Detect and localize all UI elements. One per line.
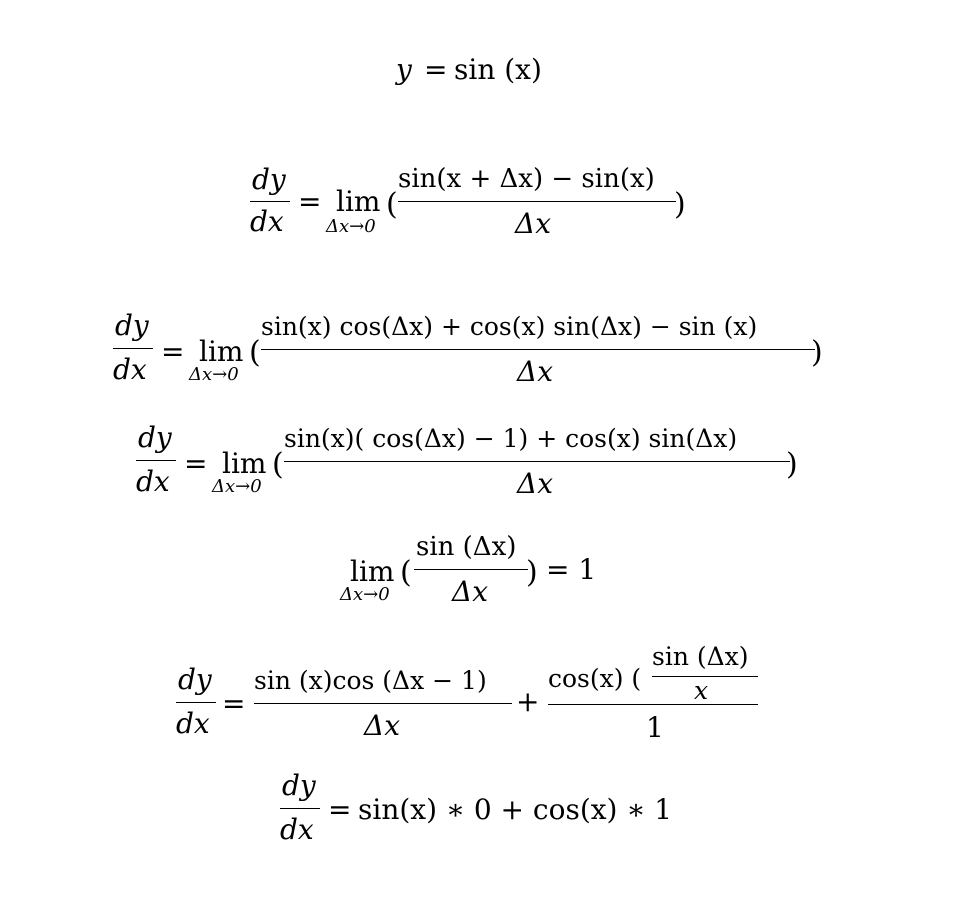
eq1-rhs: sin (x) (454, 53, 542, 86)
eq7-lhs-denominator: dx (280, 813, 314, 846)
eq5-fraction-bar (414, 569, 528, 570)
eq6-lhs-denominator: dx (176, 707, 210, 740)
eq2-close-paren: ) (674, 187, 686, 222)
eq3-lhs-numerator: dy (115, 309, 149, 342)
eq6-frac2-denominator: 1 (646, 711, 664, 744)
eq4-lhs-numerator: dy (138, 421, 172, 454)
eq3-close-paren: ) (811, 335, 823, 370)
eq2-lhs-denominator: dx (250, 205, 284, 238)
eq7-lhs-fraction-bar (280, 808, 320, 809)
eq1-equals: = (424, 53, 448, 86)
eq3-open-paren: ( (249, 335, 261, 370)
eq6-inner-numerator: sin (Δx) (652, 642, 749, 671)
eq5-numerator: sin (Δx) (416, 532, 517, 562)
eq4-lim: lim (222, 447, 267, 480)
eq6-lhs-fraction-bar (176, 702, 216, 703)
eq2-fraction-bar (398, 201, 676, 202)
eq6-frac1-denominator: Δx (364, 709, 401, 742)
eq3-numerator: sin(x) cos(Δx) + cos(x) sin(Δx) − sin (x) (261, 312, 758, 341)
eq3-denominator: Δx (517, 355, 554, 388)
eq2-open-paren: ( (386, 187, 398, 222)
eq2-lim-subscript: Δx→0 (326, 216, 376, 237)
eq6-frac1-numerator: sin (x)cos (Δx − 1) (254, 666, 487, 695)
eq6-frac1-bar (254, 703, 512, 704)
eq6-equals: = (222, 687, 246, 720)
eq2-lim: lim (336, 185, 381, 218)
eq6-frac2-bar (548, 704, 758, 705)
eq3-equals: = (161, 335, 185, 368)
eq6-frac2-numerator-prefix: cos(x) ( (548, 664, 642, 693)
eq4-numerator: sin(x)( cos(Δx) − 1) + cos(x) sin(Δx) (284, 424, 738, 453)
eq2-equals: = (298, 185, 322, 218)
eq6-plus: + (516, 685, 540, 718)
eq7-lhs-numerator: dy (282, 769, 316, 802)
eq5-denominator: Δx (452, 575, 489, 608)
eq4-equals: = (184, 447, 208, 480)
eq5-open-paren: ( (400, 555, 412, 590)
eq2-denominator: Δx (515, 207, 552, 240)
eq5-lim: lim (350, 555, 395, 588)
eq6-lhs-numerator: dy (178, 663, 212, 696)
eq3-lim-subscript: Δx→0 (189, 364, 239, 385)
eq4-denominator: Δx (517, 467, 554, 500)
eq5-lim-subscript: Δx→0 (340, 584, 390, 605)
eq6-inner-denominator: x (694, 676, 709, 705)
eq5-rhs: = 1 (546, 553, 597, 586)
eq5-close-paren: ) (526, 555, 538, 590)
eq2-numerator: sin(x + Δx) − sin(x) (398, 164, 655, 194)
eq2-lhs-fraction-bar (250, 201, 290, 202)
eq4-close-paren: ) (786, 447, 798, 482)
eq3-lhs-denominator: dx (113, 353, 147, 386)
eq3-lhs-fraction-bar (113, 348, 153, 349)
eq2-lhs-numerator: dy (252, 163, 286, 196)
eq4-open-paren: ( (272, 447, 284, 482)
eq4-lim-subscript: Δx→0 (212, 476, 262, 497)
eq7-equals: = (328, 793, 352, 826)
eq1-lhs: y (396, 53, 412, 86)
eq4-lhs-denominator: dx (136, 465, 170, 498)
eq4-lhs-fraction-bar (136, 460, 176, 461)
eq7-rhs: sin(x) ∗ 0 + cos(x) ∗ 1 (358, 793, 673, 826)
eq4-fraction-bar (284, 461, 790, 462)
eq3-fraction-bar (261, 349, 815, 350)
eq3-lim: lim (199, 335, 244, 368)
